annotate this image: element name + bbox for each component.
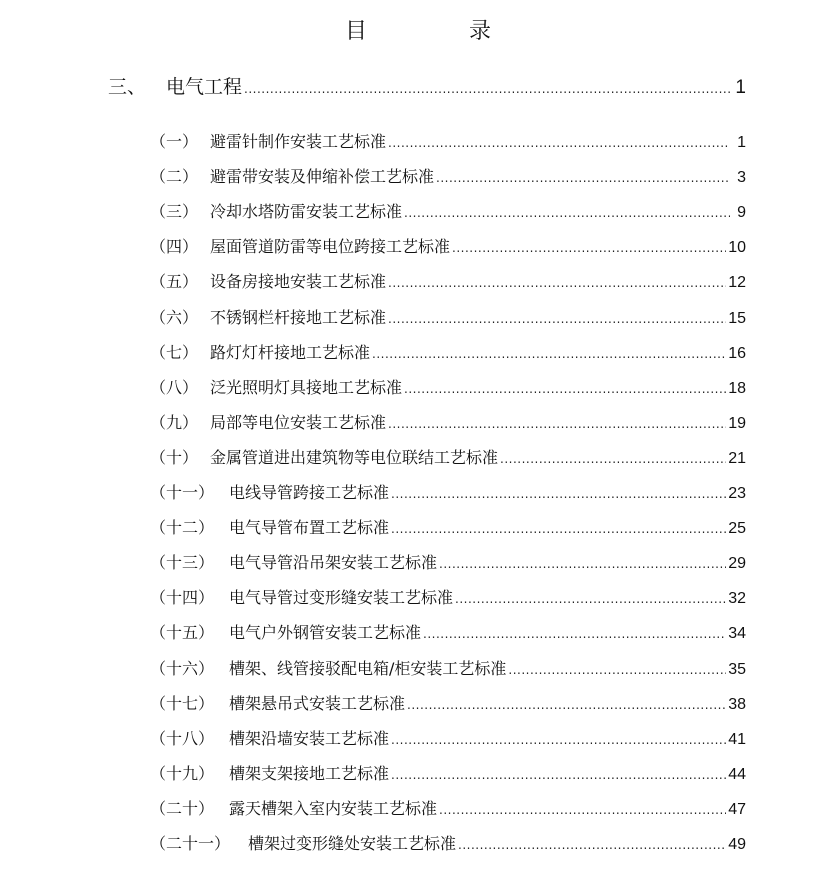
entry-page-number: 47 [728,800,746,818]
entry-title: 槽架沿墙安装工艺标准 [229,728,390,748]
chapter-page-number: 1 [735,77,746,98]
entry-number: （十） [150,447,199,467]
entry-number: （十一） [150,483,215,502]
toc-entry[interactable] [150,235,746,260]
toc-entry[interactable] [150,657,746,682]
entry-title: 冷却水塔防雷安装工艺标准 [210,202,403,222]
entry-title: 电气导管沿吊架安装工艺标准 [229,553,438,573]
dot-leader [508,658,726,682]
toc-entry[interactable] [150,341,746,366]
entry-page-number: 10 [728,239,746,257]
entry-title: 电线导管跨接工艺标准 [229,483,390,502]
entry-title: 泛光照明灯具接地工艺标准 [210,377,403,397]
entry-page-number: 23 [728,485,746,502]
entry-title: 槽架过变形缝处安装工艺标准 [248,834,457,853]
dot-leader [439,798,726,822]
toc-entry[interactable] [150,446,746,471]
entry-title: 避雷带安装及伸缩补偿工艺标准 [210,167,435,187]
dot-leader [388,131,730,155]
dot-leader [391,517,726,541]
toc-entry[interactable] [150,621,746,646]
dot-leader [455,587,726,611]
entry-number: （六） [150,307,199,327]
dot-leader [372,342,726,366]
dot-leader [404,377,726,401]
entry-title: 槽架、线管接驳配电箱/柜安装工艺标准 [229,658,507,678]
entry-page-number: 35 [728,660,746,678]
entry-number: （十八） [150,728,215,748]
entry-title: 电气户外钢管安装工艺标准 [229,623,422,643]
entry-title: 槽架悬吊式安装工艺标准 [229,693,406,713]
dot-leader [391,763,726,787]
dot-leader [452,236,726,260]
entry-title: 设备房接地安装工艺标准 [210,272,387,292]
entry-number: （三） [150,202,199,222]
entry-page-number: 12 [728,274,746,292]
toc-entry[interactable] [150,832,746,857]
dot-leader [391,482,726,506]
toc-entry[interactable] [150,797,746,822]
entry-number: （十五） [150,623,215,643]
toc-entry[interactable] [150,411,746,436]
dot-leader [458,833,726,857]
dot-leader [407,693,726,717]
entry-title: 金属管道进出建筑物等电位联结工艺标准 [210,447,499,467]
dot-leader [388,271,726,295]
entry-number: （十四） [150,588,215,608]
entry-page-number: 32 [728,590,746,608]
entry-title: 槽架支架接地工艺标准 [229,763,390,783]
entry-page-number: 16 [728,344,746,362]
toc-entry[interactable] [150,130,746,155]
entry-number: （七） [150,342,199,362]
toc-entry[interactable] [150,586,746,611]
dot-leader [436,166,730,190]
chapter-title: 电气工程 [166,76,243,98]
toc-entry[interactable] [150,200,746,225]
dot-leader [500,447,726,471]
entry-page-number: 21 [728,449,746,467]
entry-title: 电气导管过变形缝安装工艺标准 [229,588,454,608]
toc-entry[interactable] [150,481,746,506]
toc-entry[interactable] [150,692,746,717]
entry-page-number: 41 [728,730,746,748]
chapter-number: 三、 [108,76,147,98]
toc-entry[interactable] [150,516,746,541]
entry-number: （十七） [150,693,215,713]
toc-entry[interactable] [150,551,746,576]
entry-title: 不锈钢栏杆接地工艺标准 [210,307,387,327]
entry-title: 避雷针制作安装工艺标准 [210,132,387,151]
toc-entry[interactable] [150,270,746,295]
toc-title: 目 录 [344,19,531,44]
entry-title: 路灯灯杆接地工艺标准 [210,342,371,362]
entry-page-number: 34 [728,625,746,643]
entry-number: （二十） [150,798,215,818]
entry-number: （十六） [150,658,215,678]
entry-page-number: 1 [737,134,746,151]
toc-entry[interactable] [150,306,746,331]
entry-page-number: 15 [728,309,746,327]
entry-title: 屋面管道防雷等电位跨接工艺标准 [210,237,451,257]
dot-leader [388,307,726,331]
dot-leader [423,622,726,646]
entry-number: （五） [150,272,199,292]
toc-entry[interactable] [150,727,746,752]
entry-page-number: 3 [737,169,746,187]
toc-chapter-entry[interactable] [108,72,746,104]
entry-number: （十二） [150,518,215,538]
entry-page-number: 38 [728,695,746,713]
entry-page-number: 49 [728,836,746,853]
toc-entry[interactable] [150,762,746,787]
entry-page-number: 44 [728,765,746,783]
entry-number: （九） [150,412,199,432]
entry-page-number: 9 [737,204,746,222]
entry-number: （二十一） [150,834,231,853]
dot-leader [388,412,726,436]
entry-page-number: 19 [728,414,746,432]
entry-number: （八） [150,377,199,397]
entry-page-number: 29 [728,555,746,573]
entry-number: （十九） [150,763,215,783]
entry-number: （二） [150,167,199,187]
toc-entry[interactable] [150,165,746,190]
entry-title: 局部等电位安装工艺标准 [210,412,387,432]
entry-number: （一） [150,132,199,151]
entry-page-number: 25 [728,520,746,538]
entry-title: 电气导管布置工艺标准 [229,518,390,538]
entry-number: （十三） [150,553,215,573]
dot-leader [404,201,730,225]
dot-leader [244,74,730,104]
dot-leader [391,728,726,752]
entry-title: 露天槽架入室内安装工艺标准 [229,798,438,818]
entry-page-number: 18 [728,379,746,397]
toc-entry[interactable] [150,376,746,401]
dot-leader [439,552,726,576]
entry-number: （四） [150,237,199,257]
